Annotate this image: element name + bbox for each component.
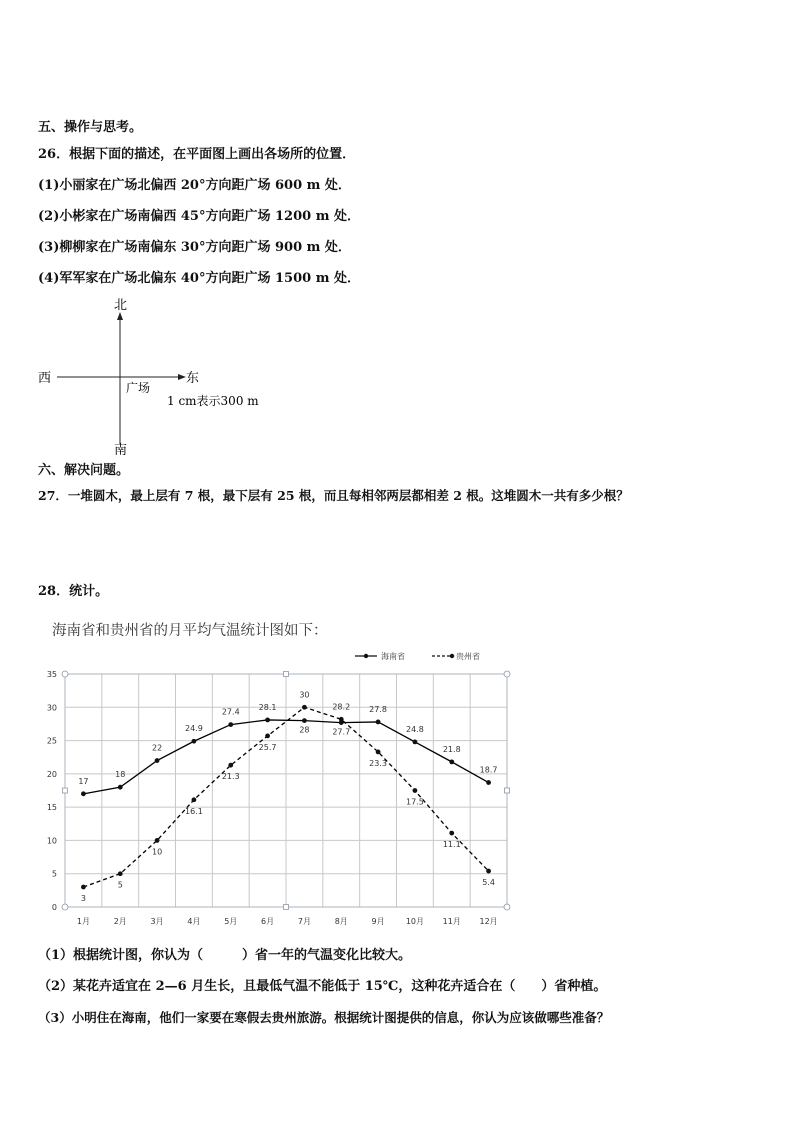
data-label: 11.1: [442, 840, 461, 850]
data-point: [376, 720, 381, 725]
x-tick-label: 5月: [224, 917, 238, 926]
data-point: [192, 797, 197, 802]
legend-label-guizhou: 贵州省: [456, 652, 480, 661]
data-point: [192, 739, 197, 744]
data-point: [265, 718, 270, 723]
x-tick-label: 4月: [187, 917, 201, 926]
resize-handle-icon: [504, 671, 510, 677]
y-tick-label: 25: [46, 736, 57, 746]
q28-prompt: 28．统计。: [38, 584, 109, 599]
data-point: [155, 838, 160, 843]
y-tick-label: 35: [46, 670, 57, 679]
q28-question-1: （1）根据统计图，你认为（ ）省一年的气温变化比较大。: [38, 948, 412, 963]
data-label: 28: [299, 725, 310, 735]
legend-marker-hainan: [364, 654, 368, 658]
north-label: 北: [114, 298, 128, 313]
x-tick-label: 6月: [261, 917, 275, 926]
q28-question-3: （3）小明住在海南，他们一家要在寒假去贵州旅游。根据统计图提供的信息，你认为应该做哪些准备？: [38, 1010, 610, 1025]
data-point: [486, 869, 491, 874]
north-arrow-icon: [117, 312, 123, 320]
q26-item-1: (1)小丽家在广场北偏西 20°方向距广场 600 m 处．: [38, 178, 351, 193]
data-label: 27.4: [221, 707, 240, 717]
data-label: 21.8: [442, 744, 461, 754]
x-tick-label: 7月: [297, 917, 311, 926]
data-point: [486, 780, 491, 785]
section-6-heading: 六、解决问题。: [38, 463, 130, 478]
data-point: [265, 734, 270, 739]
data-point: [339, 717, 344, 722]
data-point: [228, 763, 233, 768]
data-label: 17: [78, 776, 89, 786]
q26-item-3: (3)柳柳家在广场南偏东 30°方向距广场 900 m 处．: [38, 240, 351, 255]
resize-handle-icon: [284, 905, 289, 910]
data-label: 21.3: [221, 772, 240, 782]
data-point: [413, 740, 418, 745]
q28-question-2: （2）某花卉适宜在 2—6 月生长，且最低气温不能低于 15℃，这种花卉适合在（ ）省种植。: [38, 979, 607, 994]
data-label: 16.1: [185, 806, 203, 816]
legend-label-hainan: 海南省: [381, 652, 405, 661]
resize-handle-icon: [504, 904, 510, 910]
resize-handle-icon: [63, 788, 68, 793]
resize-handle-icon: [62, 904, 68, 910]
data-label: 24.9: [185, 724, 203, 734]
q26-item-2: (2)小彬家在广场南偏西 45°方向距广场 1200 m 处．: [38, 209, 360, 224]
data-point: [376, 749, 381, 754]
y-tick-label: 30: [46, 703, 57, 713]
x-tick-label: 2月: [113, 917, 127, 926]
q26-item-4: (4)军军家在广场北偏东 40°方向距广场 1500 m 处．: [38, 271, 360, 286]
y-tick-label: 15: [46, 803, 57, 813]
data-point: [449, 759, 454, 764]
data-point: [302, 718, 307, 723]
x-tick-label: 12月: [479, 917, 498, 926]
legend-marker-guizhou: [450, 654, 454, 658]
east-arrow-icon: [178, 374, 186, 380]
y-tick-label: 0: [51, 903, 57, 912]
y-tick-label: 5: [51, 869, 57, 879]
data-label: 5: [117, 880, 123, 890]
resize-handle-icon: [62, 671, 68, 677]
data-label: 22: [151, 743, 163, 753]
q27-text: 27．一堆圆木，最上层有 7 根，最下层有 25 根，而且每相邻两层都相差 2 根。这堆圆木一共有多少根？: [38, 488, 629, 503]
data-label: 23.3: [369, 758, 387, 768]
x-tick-label: 3月: [150, 917, 164, 926]
data-point: [81, 885, 86, 890]
x-tick-label: 11月: [442, 917, 461, 926]
data-label: 27.8: [369, 704, 387, 714]
compass-diagram: [0, 0, 794, 470]
data-label: 5.4: [482, 878, 495, 888]
center-label: 广场: [126, 381, 151, 395]
data-label: 3: [80, 894, 86, 904]
data-point: [449, 831, 454, 836]
data-point: [228, 722, 233, 727]
data-label: 28.2: [332, 702, 351, 712]
east-label: 东: [186, 371, 200, 386]
y-tick-label: 20: [46, 769, 57, 779]
x-tick-label: 1月: [76, 917, 90, 926]
temperature-line-chart: [0, 640, 794, 940]
resize-handle-icon: [505, 788, 510, 793]
data-label: 25.7: [258, 742, 277, 752]
data-point: [118, 785, 123, 790]
data-point: [155, 758, 160, 763]
data-label: 30: [299, 690, 310, 700]
section-5-heading: 五、操作与思考。: [38, 120, 143, 135]
data-point: [413, 788, 418, 793]
q26-prompt: 26．根据下面的描述，在平面图上画出各场所的位置．: [38, 147, 356, 162]
x-tick-label: 9月: [371, 917, 385, 926]
data-point: [118, 871, 123, 876]
y-tick-label: 10: [46, 836, 57, 846]
data-label: 24.8: [406, 724, 424, 734]
data-point: [81, 791, 86, 796]
data-label: 17.5: [406, 797, 424, 807]
data-label: 27.7: [332, 727, 351, 737]
data-label: 28.1: [258, 702, 277, 712]
west-label: 西: [38, 371, 52, 386]
x-tick-label: 10月: [405, 917, 425, 926]
data-label: 10: [151, 847, 163, 857]
data-point: [302, 705, 307, 710]
data-label: 18: [115, 770, 126, 780]
chart-title: 海南省和贵州省的月平均气温统计图如下：: [52, 623, 328, 639]
south-label: 南: [114, 443, 128, 458]
x-tick-label: 8月: [334, 917, 348, 926]
scale-label: 1 cm表示300 m: [167, 394, 259, 408]
data-label: 18.7: [479, 765, 498, 775]
resize-handle-icon: [284, 672, 289, 677]
